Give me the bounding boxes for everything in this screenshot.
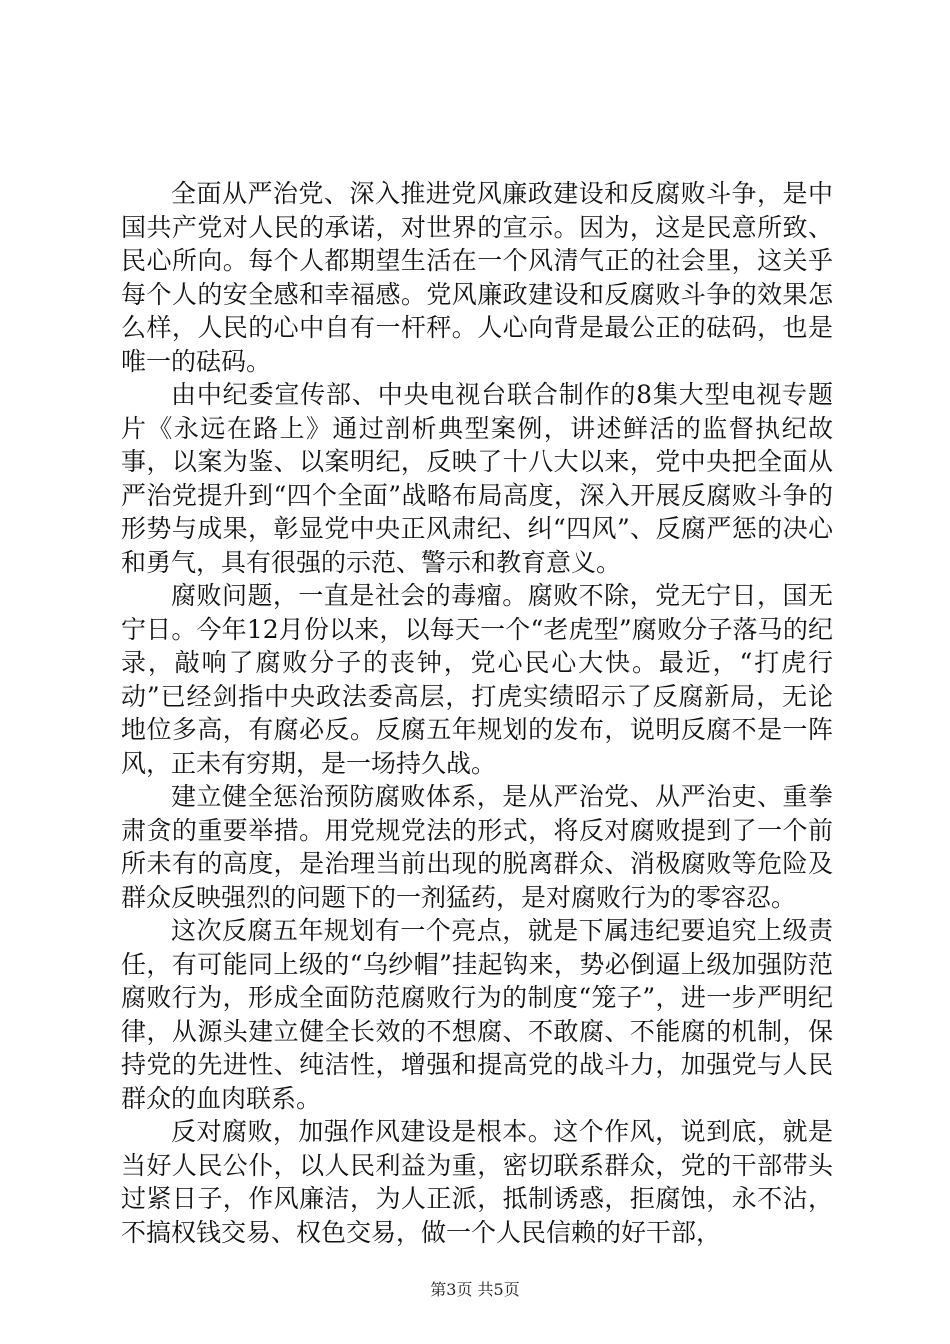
page-number: 第3页 共5页 — [430, 1280, 520, 1299]
paragraph-2: 由中纪委宣传部、中央电视台联合制作的8集大型电视专题片《永远在路上》通过剖析典型案例，讲述鲜活的监督执纪故事，以案为鉴、以案明纪，反映了十八大以来，党中央把全面从严治党提升到“四个全面”战略布局高度，深入开展反腐败斗争的形势与成果，彰显党中央正风肃纪、纠“四风”、反腐严惩的决心和勇气，具有很强的示范、警示和教育意义。 — [121, 380, 833, 577]
paragraph-1: 全面从严治党、深入推进党风廉政建设和反腐败斗争，是中国共产党对人民的承诺，对世界的宣示。因为，这是民意所致、民心所向。每个人都期望生活在一个风清气正的社会里，这关乎每个人的安全感和幸福感。党风廉政建设和反腐败斗争的效果怎么样，人民的心中自有一杆秤。人心向背是最公正的砝码，也是唯一的砝码。 — [121, 179, 833, 376]
paragraph-4: 建立健全惩治预防腐败体系，是从严治党、从严治吏、重拳肃贪的重要举措。用党规党法的形式，将反对腐败提到了一个前所未有的高度，是治理当前出现的脱离群众、消极腐败等危险及群众反映强烈的问题下的一剂猛药，是对腐败行为的零容忍。 — [121, 782, 833, 912]
paragraph-3: 腐败问题，一直是社会的毒瘤。腐败不除，党无宁日，国无宁日。今年12月份以来，以每天一个“老虎型”腐败分子落马的纪录，敲响了腐败分子的丧钟，党心民心大快。最近，“打虎行动”已经剑指中央政法委高层，打虎实绩昭示了反腐新局，无论地位多高，有腐必反。反腐五年规划的发布，说明反腐不是一阵风，正未有穷期，是一场持久战。 — [121, 581, 833, 778]
paragraph-6: 反对腐败，加强作风建设是根本。这个作风，说到底，就是当好人民公仆，以人民利益为重，密切联系群众，党的干部带头过紧日子，作风廉洁，为人正派，抵制诱惑，拒腐蚀，永不沾，不搞权钱交易、权色交易，做一个人民信赖的好干部， — [121, 1117, 833, 1247]
paragraph-5: 这次反腐五年规划有一个亮点，就是下属违纪要追究上级责任，有可能同上级的“乌纱帽”挂起钩来，势必倒逼上级加强防范腐败行为，形成全面防范腐败行为的制度“笼子”，进一步严明纪律，从源头建立健全长效的不想腐、不敢腐、不能腐的机制，保持党的先进性、纯洁性，增强和提高党的战斗力，加强党与人民群众的血肉联系。 — [121, 916, 833, 1113]
page-footer — [0, 1280, 950, 1300]
document-body — [121, 177, 833, 1249]
